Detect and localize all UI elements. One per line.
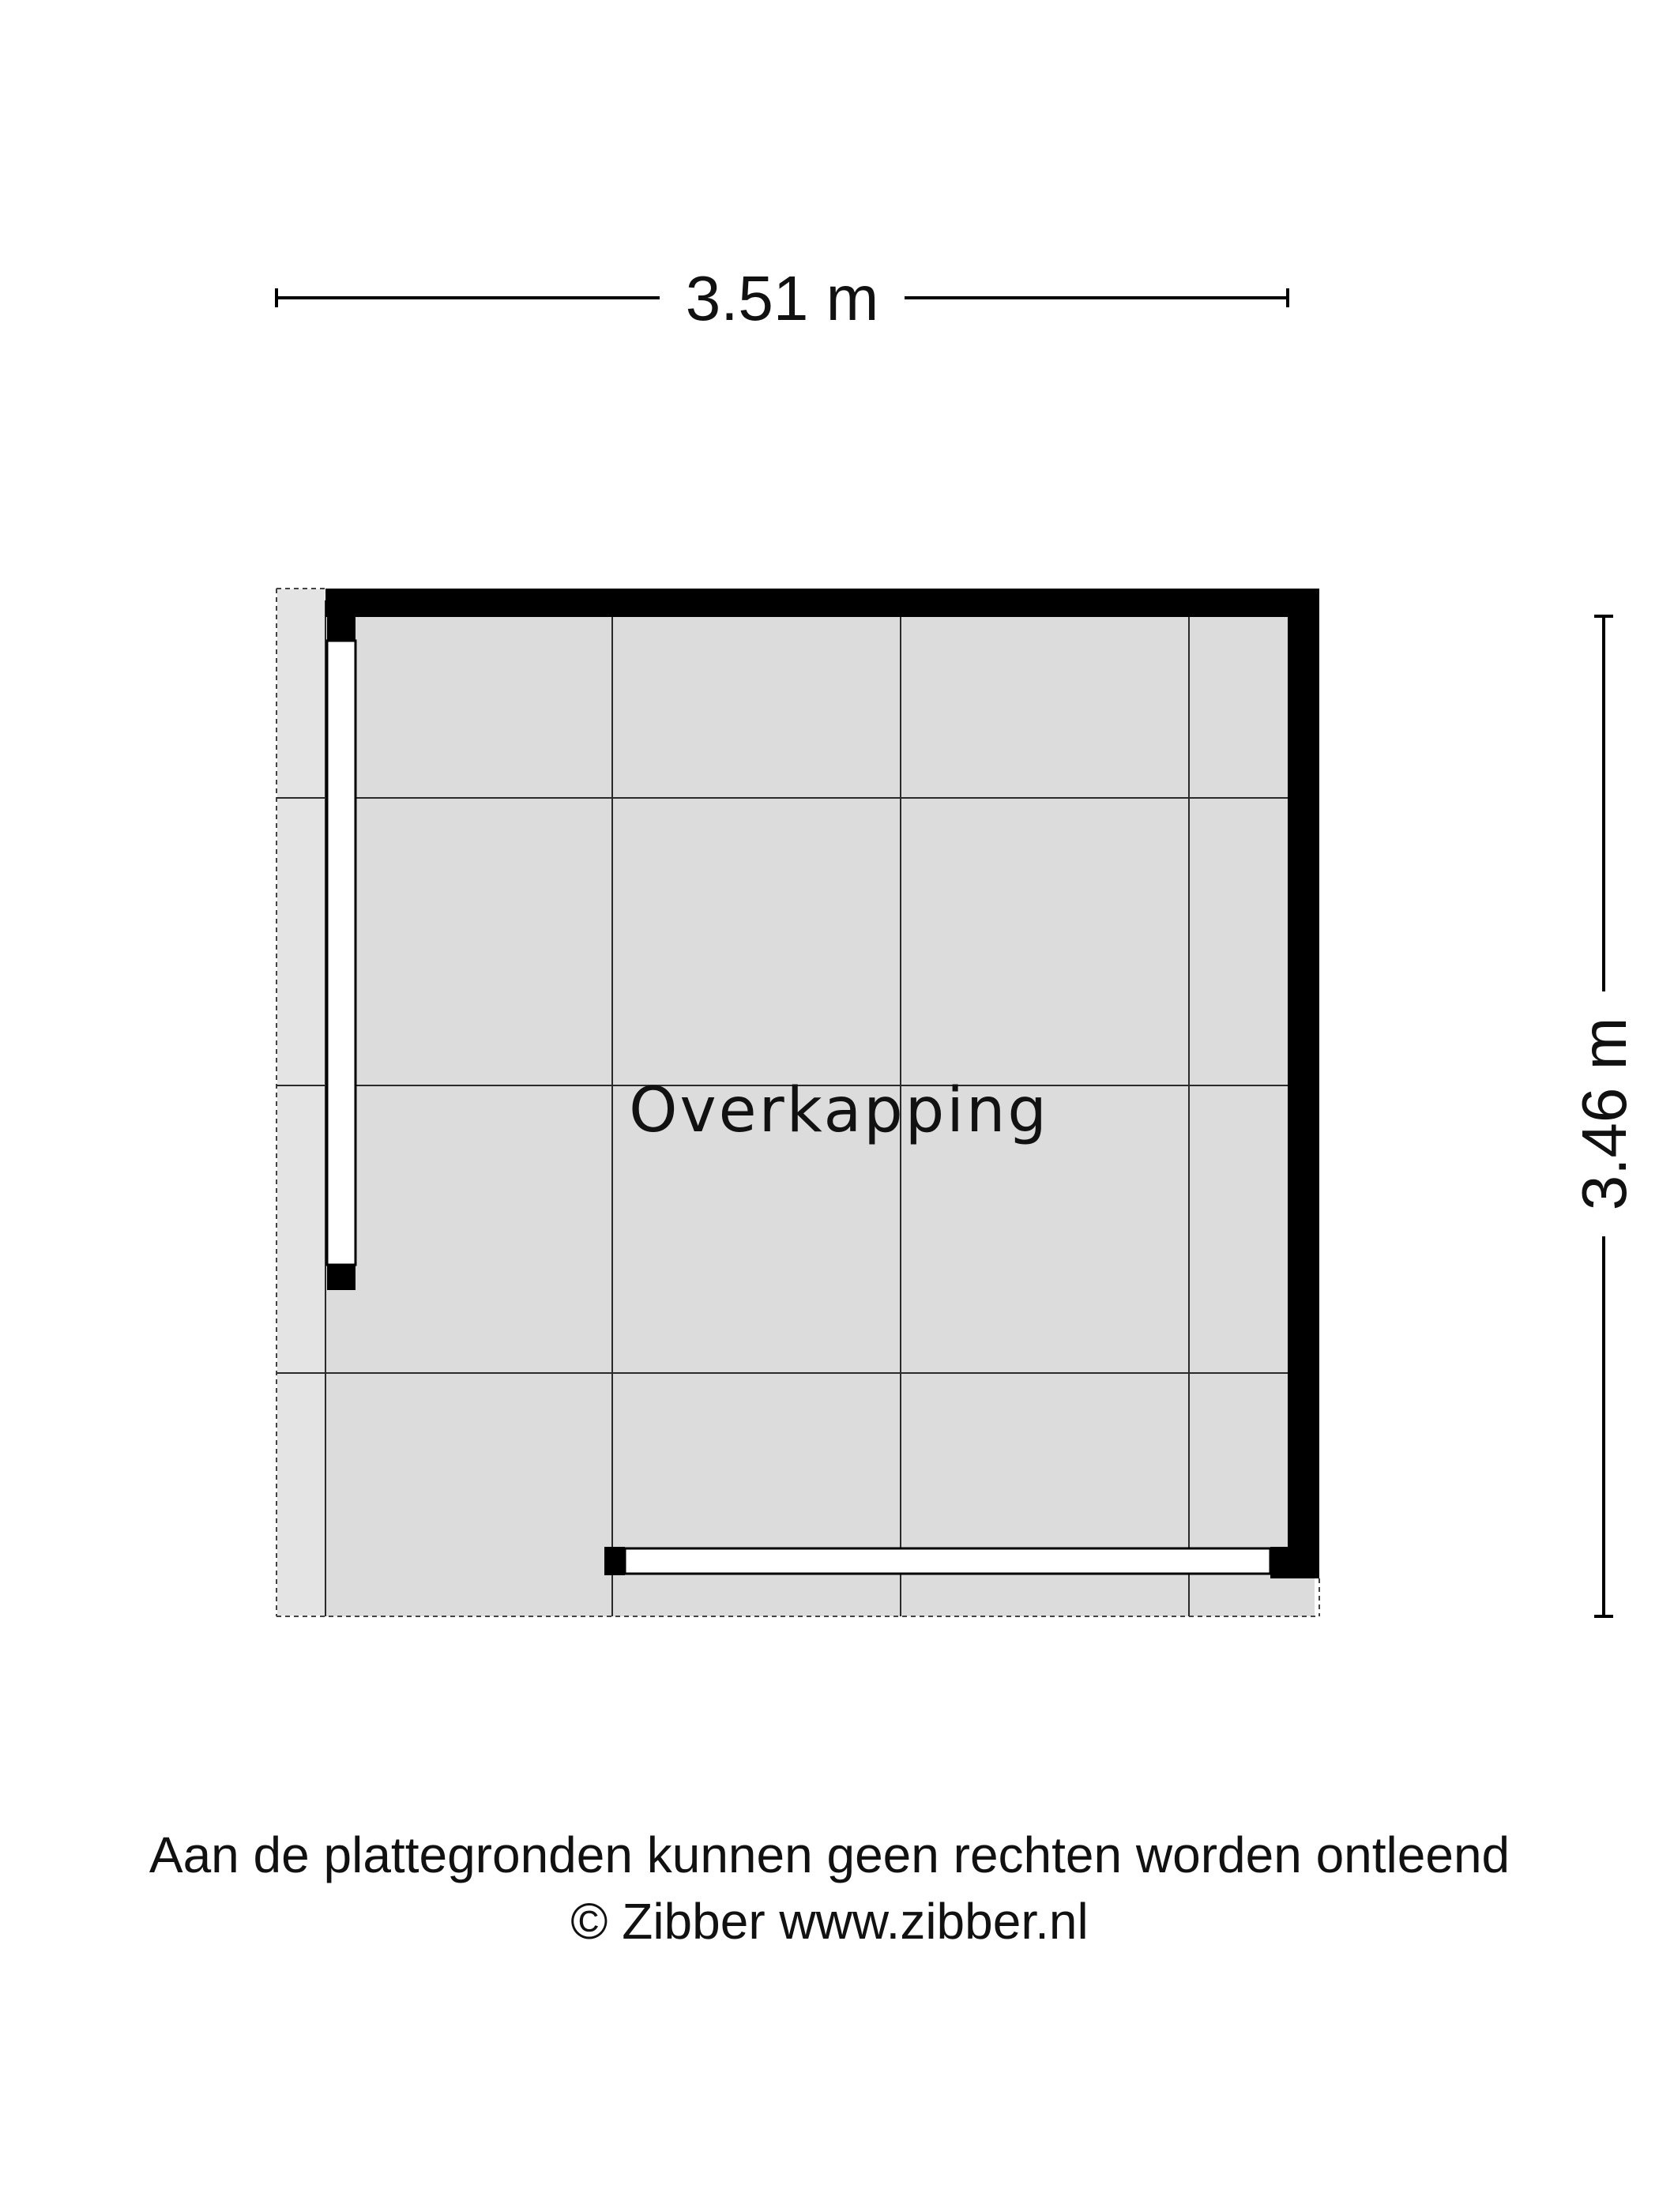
width-dimension-label: 3.51 m xyxy=(685,263,879,333)
room-label: Overkapping xyxy=(629,1075,1049,1146)
bottom-wall-end xyxy=(1270,1547,1319,1578)
height-dimension-label: 3.46 m xyxy=(1569,1017,1639,1211)
copyright-text: © Zibber www.zibber.nl xyxy=(570,1893,1089,1950)
roof-overhang xyxy=(277,589,325,1616)
disclaimer-text: Aan de plattegronden kunnen geen rechten worden ontleend xyxy=(149,1826,1510,1883)
bottom-window xyxy=(604,1547,1270,1575)
left-window xyxy=(327,617,356,1290)
right-wall xyxy=(1288,589,1319,1578)
top-wall xyxy=(325,589,1319,617)
